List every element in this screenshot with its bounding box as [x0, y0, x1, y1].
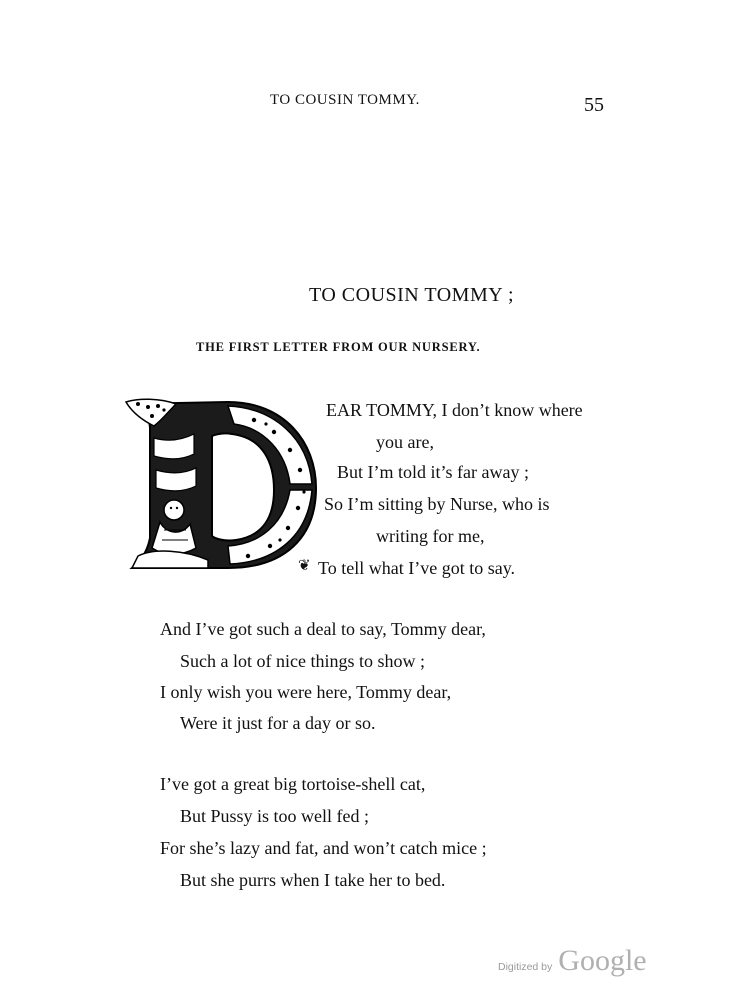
- stanza1-line1: EAR TOMMY, I don’t know where: [326, 400, 583, 420]
- digitized-watermark: [498, 944, 647, 978]
- stanza2-line3: I only wish you were here, Tommy dear,: [160, 682, 452, 702]
- stanza1-line4: So I’m sitting by Nurse, who is: [324, 494, 550, 514]
- page-number: 55: [584, 94, 604, 116]
- stanza3-line4: But she purrs when I take her to bed.: [180, 870, 446, 890]
- stanza1-line6: To tell what I’ve got to say.: [318, 558, 516, 578]
- digitized-prefix: Digitized by: [498, 961, 553, 973]
- stanza3-line2: But Pussy is too well fed ;: [180, 806, 370, 826]
- google-logo: Google: [558, 944, 647, 977]
- stanza2-line4: Were it just for a day or so.: [180, 713, 376, 733]
- stanza2-line2: Such a lot of nice things to show ;: [180, 651, 425, 671]
- poem-title-text: TO COUSIN TOMMY ;: [308, 284, 514, 306]
- dropcap-letter: D: [24, 298, 25, 299]
- stanza1-line3: But I’m told it’s far away ;: [337, 462, 529, 482]
- poem-title: [0, 284, 751, 307]
- stanza3-line1: I’ve got a great big tortoise-shell cat,: [160, 774, 426, 794]
- stanza2-line1: And I’ve got such a deal to say, Tommy dear,: [160, 619, 486, 639]
- stanza3-line3: For she’s lazy and fat, and won’t catch mice ;: [160, 838, 487, 858]
- poem-subtitle: THE FIRST LETTER FROM OUR NURSERY.: [196, 340, 481, 354]
- decorated-dropcap-d: [24, 298, 320, 572]
- leaf-ornament-icon: ❦: [298, 558, 311, 574]
- running-title: TO COUSIN TOMMY.: [270, 92, 420, 108]
- stanza1-line5: writing for me,: [376, 526, 485, 546]
- stanza1-line2: you are,: [376, 432, 434, 452]
